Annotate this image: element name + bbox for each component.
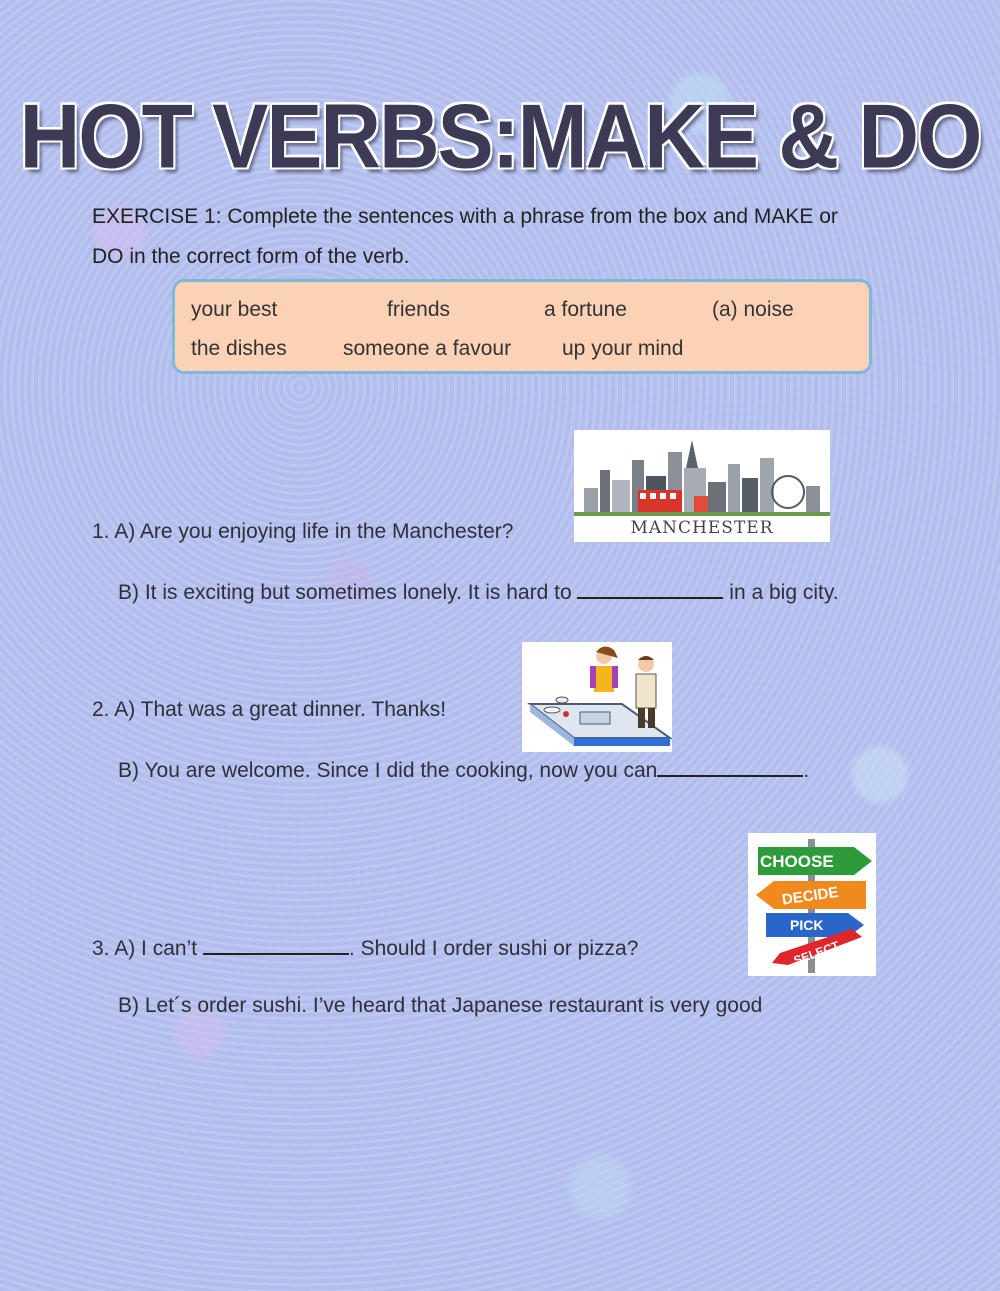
word-up-your-mind[interactable]: up your mind <box>562 337 684 360</box>
dishes-image <box>522 642 672 752</box>
sign-choose: CHOOSE <box>760 852 834 871</box>
q2-b-before: B) You are welcome. Since I did the cooking, now you can <box>118 759 658 782</box>
manchester-label: MANCHESTER <box>630 518 774 538</box>
washing-dishes-icon <box>522 642 672 752</box>
q2-b-after: . <box>803 759 810 782</box>
q2-answer-blank[interactable] <box>657 757 803 777</box>
q3-line-a <box>92 935 638 961</box>
q3-a-before: 3. A) I can’t <box>92 937 203 960</box>
word-the-dishes[interactable]: the dishes <box>191 337 287 360</box>
sign-pick: PICK <box>790 917 824 933</box>
q3-answer-blank[interactable] <box>203 935 349 955</box>
word-your-best[interactable]: your best <box>191 298 278 321</box>
instruction-line-1: EXERCISE 1: Complete the sentences with a phrase from the box and MAKE or <box>92 205 838 228</box>
sign-decide: DECIDE <box>781 883 840 909</box>
word-box <box>172 279 872 374</box>
page-title: HOT VERBS:MAKE & DO <box>19 85 981 187</box>
instruction-line-2: DO in the correct form of the verb. <box>92 245 410 268</box>
signpost-icon <box>748 833 876 976</box>
q3-line-b: B) Let´s order sushi. I’ve heard that Japanese restaurant is very good <box>118 994 763 1017</box>
q3-a-after: . Should I order sushi or pizza? <box>348 937 639 960</box>
q2-line-b <box>118 757 809 783</box>
q1-line-b <box>118 579 839 605</box>
q1-line-a: 1. A) Are you enjoying life in the Manchester? <box>92 520 514 543</box>
word-a-fortune[interactable]: a fortune <box>544 298 627 321</box>
word-friends[interactable]: friends <box>387 298 451 321</box>
manchester-skyline-image <box>574 430 830 542</box>
q1-b-after: in a big city. <box>723 581 839 604</box>
sign-select: SELECT <box>791 938 842 968</box>
word-someone-a-favour[interactable]: someone a favour <box>343 337 512 360</box>
q1-answer-blank[interactable] <box>577 579 723 599</box>
q1-b-before: B) It is exciting but sometimes lonely. It is hard to <box>118 581 578 604</box>
word-noise[interactable]: (a) noise <box>712 298 794 321</box>
signpost-image <box>748 833 876 976</box>
q2-line-a: 2. A) That was a great dinner. Thanks! <box>92 698 447 721</box>
